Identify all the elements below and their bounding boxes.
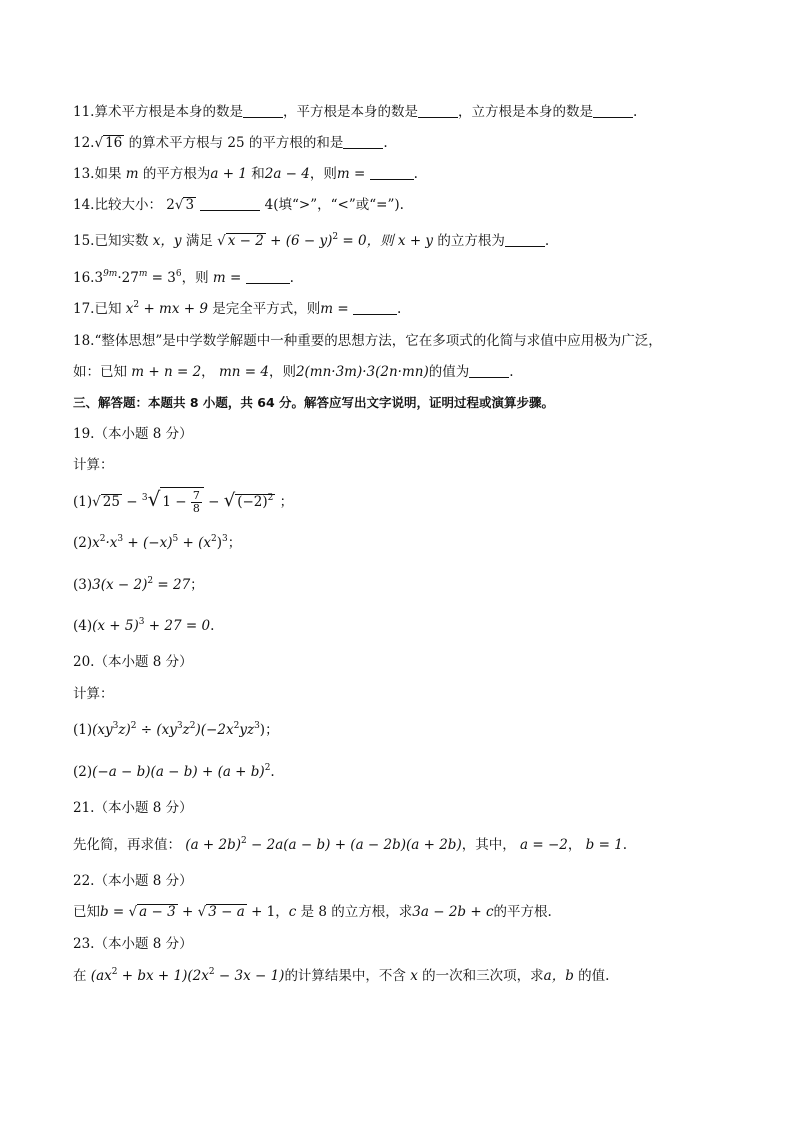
math-expr: + mx + 9	[143, 301, 208, 317]
question-22-body	[73, 902, 754, 922]
question-text: 的立方根为	[437, 233, 505, 249]
math-expr: + (x	[182, 535, 211, 551]
exponent: 3	[222, 534, 228, 544]
math-expr: + (6 − y)	[270, 233, 333, 249]
exponent: 3	[254, 721, 260, 731]
math-expr: b = 1	[585, 837, 623, 853]
question-text: 算术平方根是本身的数是	[94, 104, 243, 120]
question-19-part-2	[73, 533, 754, 553]
question-number: 14.	[73, 197, 95, 213]
question-20-header: 20.（本小题 8 分）	[73, 654, 193, 670]
math-expr: − 2a(a − b) + (a − 2b)(a + 2b)	[251, 837, 462, 853]
question-text: ，其中，	[461, 837, 516, 853]
question-text: ；	[227, 535, 242, 551]
question-text: 和	[251, 166, 265, 182]
part-label: (2)	[73, 764, 93, 780]
math-expr: x + y	[397, 233, 434, 249]
part-label: (1)	[73, 722, 93, 738]
question-text: .	[547, 904, 552, 920]
math-expr: + (−x)	[127, 535, 173, 551]
question-text: ，则	[181, 270, 209, 286]
question-text: 是完全平方式，则	[212, 301, 321, 317]
math-expr: + 27 = 0	[148, 618, 211, 634]
question-20-part-1	[73, 720, 754, 740]
numerator: 7	[192, 489, 200, 502]
fraction	[191, 490, 202, 515]
question-text: 的平方根为	[142, 166, 211, 182]
question-text: ，则	[268, 364, 296, 380]
question-text: 已知实数	[94, 233, 149, 249]
math-expr: x	[125, 301, 134, 317]
question-text: ，	[567, 837, 582, 853]
exponent: m	[138, 269, 148, 279]
exponent: 2	[208, 967, 215, 977]
question-text: .	[632, 104, 638, 120]
question-number: 12.	[73, 135, 95, 151]
sqrt-sign: √	[197, 904, 207, 920]
radicand: 3	[185, 197, 195, 213]
question-12	[73, 133, 754, 153]
exponent: 2	[233, 721, 240, 731]
exponent: 2	[147, 576, 154, 586]
sqrt-sign: √	[217, 233, 226, 249]
question-text: 的平方根	[493, 904, 548, 920]
math-expr: + 1	[251, 904, 276, 920]
math-expr: yz	[239, 722, 255, 738]
radicand: a − 3	[139, 904, 176, 920]
radicand: x − 2	[227, 233, 264, 249]
exponent: 2	[130, 721, 137, 731]
question-text: ，	[201, 364, 215, 380]
math-expr: − 3x − 1)	[218, 968, 285, 984]
math-expr: x	[92, 535, 100, 551]
question-number: 17.	[73, 301, 95, 317]
sqrt-sign: √	[94, 135, 104, 151]
question-text: “整体思想”是中学数学解题中一种重要的思想方法，它在多项式的化简与求值中应用极为广泛，	[94, 333, 662, 349]
question-17	[73, 299, 754, 319]
math-expr: −	[208, 494, 220, 510]
question-text: .	[396, 301, 402, 317]
sqrt-sign: √	[174, 197, 184, 213]
question-text: ；	[190, 577, 204, 593]
question-14	[73, 195, 754, 215]
radicand: 16	[105, 135, 123, 151]
math-var: m	[125, 166, 139, 182]
answer-blank	[343, 134, 383, 149]
question-text: .	[289, 270, 294, 286]
question-text: 的算术平方根与 25 的平方根的和是	[128, 135, 344, 151]
question-20-intro: 计算：	[73, 686, 114, 702]
math-expr: 4	[264, 197, 274, 213]
question-text: 的一次和三次项，求	[422, 968, 544, 984]
math-expr: z	[182, 722, 190, 738]
part-label: (3)	[73, 577, 93, 593]
exponent: 2	[189, 721, 196, 731]
part-label: (1)	[73, 494, 93, 510]
exponent: 2	[264, 763, 271, 773]
answer-blank	[243, 103, 283, 118]
math-expr: = 27	[157, 577, 191, 593]
math-expr: (ax	[90, 968, 112, 984]
question-text: 如：已知	[73, 364, 127, 380]
math-expr: z)	[118, 722, 131, 738]
math-expr: +	[182, 904, 194, 920]
math-expr: 2	[166, 197, 175, 213]
question-23-body	[73, 966, 754, 986]
question-text: .	[509, 364, 514, 380]
section-3-title: 三、解答题：本题共 8 小题，共 64 分。解答应写出文字说明，证明过程或演算步骤。	[73, 395, 555, 410]
math-expr: ·x	[105, 535, 118, 551]
math-expr: m =	[212, 270, 242, 286]
exponent: 2	[211, 534, 217, 544]
math-expr: (a + 2b)	[185, 837, 242, 853]
question-text: ，则	[309, 166, 337, 182]
math-expr: ·27	[117, 270, 139, 286]
question-19-header: 19.（本小题 8 分）	[73, 426, 193, 442]
radicand	[160, 487, 204, 516]
question-number: 13.	[73, 166, 95, 182]
question-15	[73, 231, 754, 251]
exponent: 2	[332, 232, 339, 242]
math-expr: m + n = 2	[131, 364, 202, 380]
math-var: a，b	[543, 968, 574, 984]
math-expr: )	[216, 535, 223, 551]
math-expr: )	[259, 722, 266, 738]
question-number: 16.	[73, 270, 95, 286]
exponent: 3	[176, 721, 183, 731]
question-23-header: 23.（本小题 8 分）	[73, 936, 193, 952]
radicand: 25	[102, 494, 120, 510]
root-index: 3	[141, 493, 148, 503]
math-expr: 3a − 2b + c	[412, 904, 494, 920]
exponent: 2	[133, 300, 140, 310]
exponent: 2	[267, 493, 274, 503]
math-expr: −	[126, 494, 138, 510]
question-text: .	[622, 837, 628, 853]
question-text: 的值	[578, 968, 606, 984]
exponent: 9m	[103, 269, 118, 279]
question-text: .	[605, 968, 610, 984]
answer-blank	[505, 232, 545, 247]
question-text: .	[544, 233, 550, 249]
answer-blank	[200, 196, 260, 211]
radicand	[235, 494, 275, 510]
question-11	[73, 102, 754, 122]
math-expr: 1 −	[162, 494, 187, 510]
math-expr: 2(mn·3m)·3(2n·mn)	[295, 364, 429, 380]
question-text: 先化简，再求值：	[73, 837, 181, 853]
exponent: 3	[117, 534, 124, 544]
question-text: ，立方根是本身的数是	[457, 104, 593, 120]
question-number: 11.	[73, 104, 95, 120]
math-expr: 3	[94, 270, 104, 286]
question-19-intro: 计算：	[73, 457, 114, 473]
question-number: 18.	[73, 333, 95, 349]
math-expr: + bx + 1)(2x	[121, 968, 209, 984]
question-text: (填“>”，“<”或“=”).	[273, 197, 404, 213]
sqrt-sign: √	[223, 490, 236, 511]
question-text: .	[413, 166, 418, 182]
answer-blank	[418, 103, 458, 118]
question-21-body	[73, 835, 754, 855]
question-text: ；	[265, 722, 279, 738]
exponent: 6	[175, 269, 182, 279]
math-expr: mn = 4	[218, 364, 269, 380]
exponent: 3	[138, 617, 145, 627]
question-text: 如果	[94, 166, 122, 182]
math-expr: (x + 5)	[92, 618, 139, 634]
radicand: 3 − a	[208, 904, 245, 920]
question-18-line2	[73, 362, 754, 382]
math-expr: = 0，则	[342, 233, 394, 249]
question-text: ，	[275, 904, 289, 920]
answer-blank	[469, 363, 509, 378]
math-var: x，y	[152, 233, 182, 249]
question-text: 已知	[73, 904, 100, 920]
question-text: 的计算结果中，不含	[284, 968, 406, 984]
question-text: 是 8 的立方根，求	[300, 904, 413, 920]
question-18-line1	[73, 331, 754, 351]
math-var: x	[410, 968, 418, 984]
question-text: .	[383, 135, 388, 151]
cube-root-sign: √	[147, 487, 161, 511]
part-label: (4)	[73, 618, 93, 634]
answer-blank	[593, 103, 633, 118]
question-text: 满足	[185, 233, 213, 249]
question-text: .	[210, 618, 215, 634]
sqrt-sign: √	[92, 494, 101, 510]
question-16	[73, 268, 754, 288]
math-expr: (−a − b)(a − b) + (a + b)	[92, 764, 265, 780]
exponent: 2	[111, 967, 118, 977]
question-text: 已知	[94, 301, 122, 317]
math-expr: 2a − 4	[264, 166, 310, 182]
question-21-header: 21.（本小题 8 分）	[73, 800, 193, 816]
question-text: ，平方根是本身的数是	[282, 104, 418, 120]
question-text: .	[270, 764, 275, 780]
question-13	[73, 164, 754, 184]
question-19-part-3	[73, 575, 754, 595]
math-expr: m =	[336, 166, 366, 182]
question-text: ；	[279, 494, 294, 510]
math-expr: m =	[320, 301, 349, 317]
math-expr: a + 1	[210, 166, 247, 182]
exponent: 2	[241, 836, 247, 846]
math-expr: )(−2x	[195, 722, 234, 738]
question-19-part-4	[73, 616, 754, 636]
question-text: 比较大小：	[94, 197, 162, 213]
math-expr: 3(x − 2)	[92, 577, 148, 593]
question-number: 15.	[73, 233, 95, 249]
sqrt-sign: √	[128, 904, 138, 920]
question-19-part-1	[73, 484, 754, 517]
math-var: c	[288, 904, 297, 920]
denominator: 8	[192, 502, 200, 515]
math-expr: = 3	[151, 270, 176, 286]
math-expr: ÷ (xy	[140, 722, 177, 738]
answer-blank	[353, 300, 397, 315]
part-label: (2)	[73, 535, 93, 551]
answer-blank	[370, 165, 414, 180]
exponent: 5	[172, 534, 179, 544]
question-text: 在	[73, 968, 87, 984]
math-expr: a = −2	[520, 837, 568, 853]
question-20-part-2	[73, 762, 754, 782]
math-expr: b =	[100, 904, 125, 920]
math-expr: (−2)	[237, 494, 268, 510]
math-expr: (xy	[92, 722, 113, 738]
exponent: 2	[99, 534, 106, 544]
answer-blank	[246, 269, 290, 284]
exponent: 3	[112, 721, 119, 731]
question-text: 的值为	[428, 364, 470, 380]
question-22-header: 22.（本小题 8 分）	[73, 873, 193, 889]
